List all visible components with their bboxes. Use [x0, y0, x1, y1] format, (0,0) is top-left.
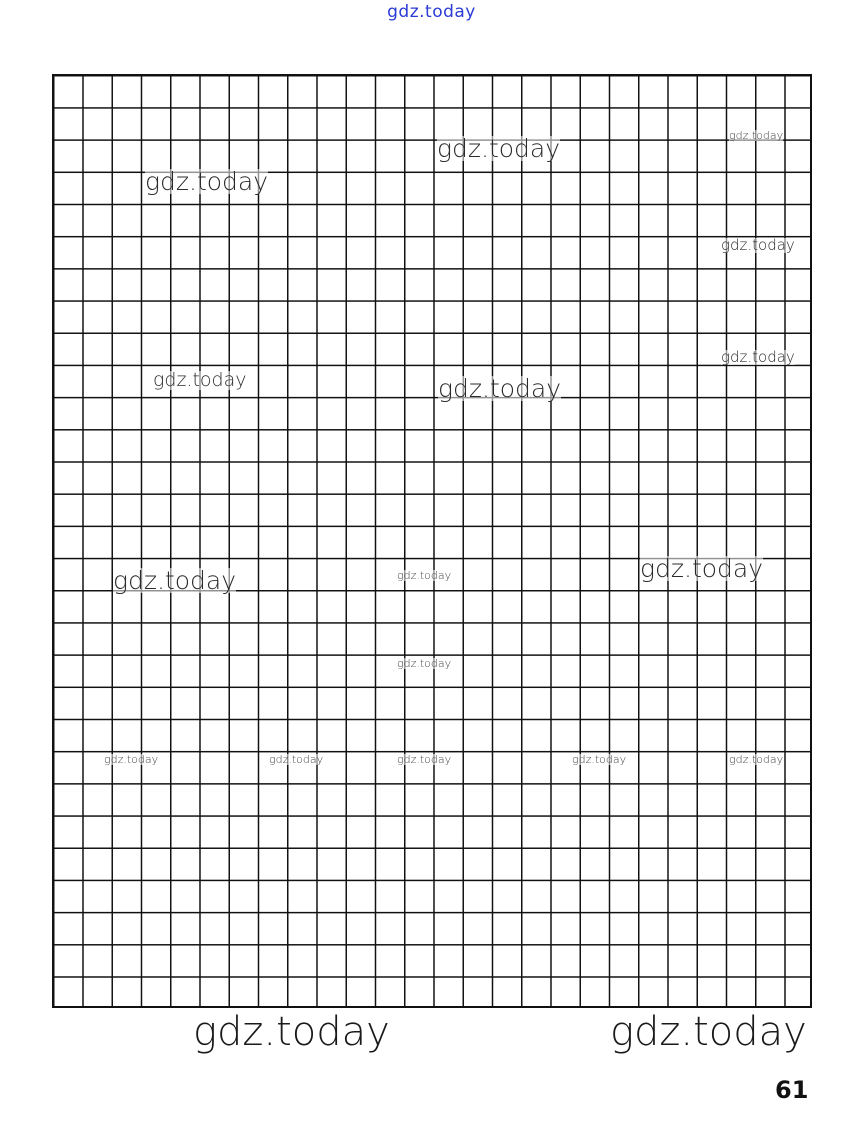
watermark-large: gdz.today: [438, 374, 562, 403]
header-watermark: gdz.today: [387, 2, 476, 22]
watermark-large: gdz.today: [437, 134, 561, 163]
watermark-medium: gdz.today: [153, 369, 247, 391]
footer-watermark: gdz.today: [610, 1009, 807, 1055]
watermark-small: gdz.today: [269, 753, 324, 766]
watermark-small: gdz.today: [397, 753, 452, 766]
watermark-small: gdz.today: [397, 569, 452, 582]
watermark-small: gdz.today: [572, 753, 627, 766]
graph-paper-grid: [52, 74, 812, 1008]
watermark-small: gdz.today: [729, 129, 784, 142]
watermark-medium: gdz.today: [721, 236, 795, 254]
page-number: 61: [775, 1076, 809, 1104]
watermark-large: gdz.today: [640, 554, 764, 583]
watermark-small: gdz.today: [104, 753, 159, 766]
footer-watermark: gdz.today: [193, 1009, 390, 1055]
watermark-small: gdz.today: [729, 753, 784, 766]
watermark-large: gdz.today: [145, 167, 269, 196]
watermark-large: gdz.today: [113, 566, 237, 595]
watermark-medium: gdz.today: [721, 348, 795, 366]
watermark-small: gdz.today: [397, 657, 452, 670]
